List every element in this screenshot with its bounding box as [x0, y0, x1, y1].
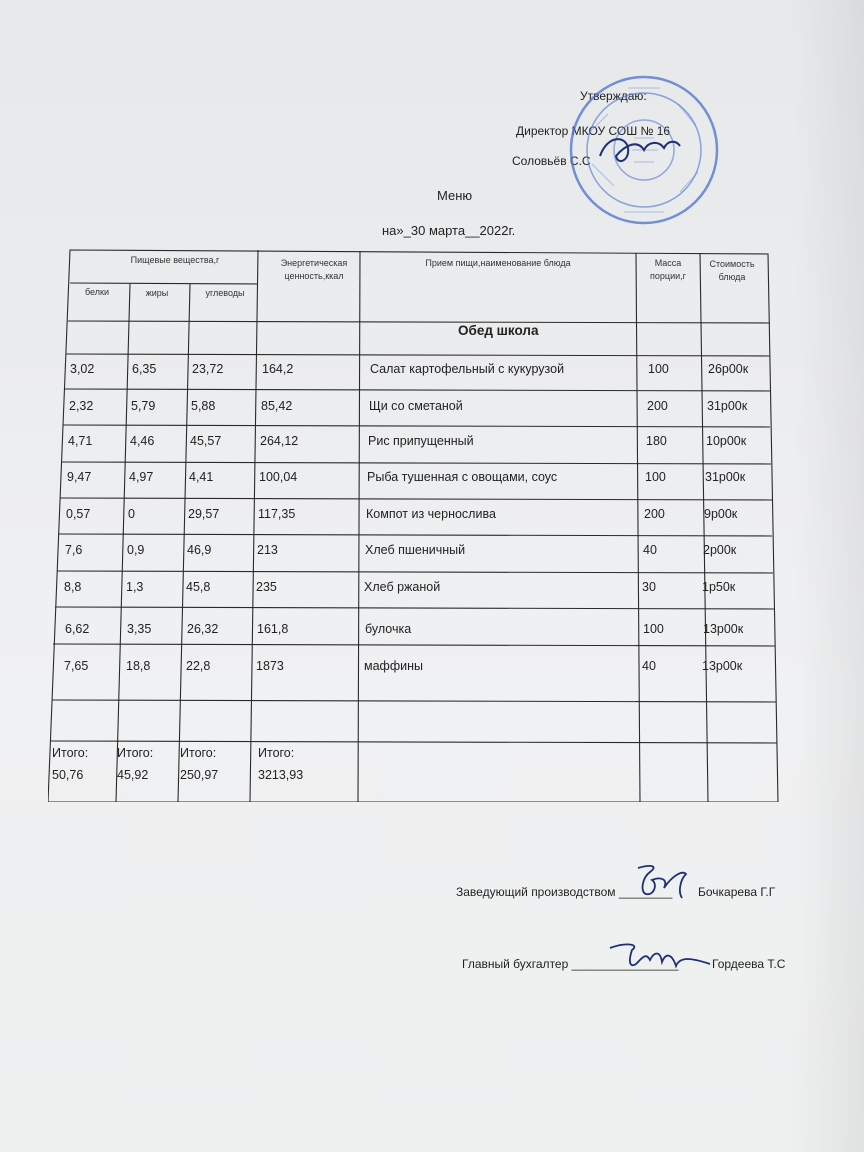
cell-dish-name: Хлеб ржаной: [364, 580, 441, 594]
cell-energy: 213: [257, 543, 278, 557]
cell-dish-name: Хлеб пшеничный: [365, 543, 466, 557]
page-shadow: [794, 0, 864, 1152]
cell-mass: 30: [642, 580, 656, 594]
cell-dish-name: Рыба тушенная с овощами, соус: [367, 470, 558, 484]
cell-dish-name: Щи со сметаной: [369, 399, 463, 413]
cell-proteins: 0,57: [66, 507, 91, 521]
cell-carbs: 23,72: [192, 362, 224, 376]
cell-cost: 1р50к: [702, 580, 736, 594]
official-stamp-icon: [568, 74, 720, 226]
cell-mass: 200: [644, 507, 665, 521]
cell-energy: 161,8: [257, 622, 289, 636]
cell-mass: 180: [646, 434, 667, 448]
total-proteins-label: Итого:: [52, 746, 89, 760]
cell-energy: 85,42: [261, 399, 293, 413]
cell-mass: 200: [647, 399, 668, 413]
cell-mass: 100: [643, 622, 664, 636]
menu-date: на»_30 марта__2022г.: [382, 223, 516, 238]
total-carbs-value: 250,97: [180, 768, 219, 782]
cell-proteins: 9,47: [67, 470, 92, 484]
cell-fats: 1,3: [126, 580, 144, 594]
cell-dish-name: Компот из чернослива: [366, 507, 496, 521]
cell-mass: 100: [645, 470, 666, 484]
cell-carbs: 5,88: [191, 399, 216, 413]
total-fats-label: Итого:: [117, 746, 154, 760]
header-meal: Прием пищи,наименование блюда: [425, 258, 571, 268]
cell-proteins: 3,02: [70, 362, 95, 376]
chief-accountant-label: Главный бухгалтер ________________: [462, 957, 679, 971]
approval-title: Утверждаю:: [580, 89, 647, 103]
menu-table-grid: [48, 246, 782, 802]
cell-cost: 31р00к: [707, 399, 748, 413]
header-energy: Энергетическая ценность,ккал: [280, 258, 348, 281]
approval-position: Директор МКОУ СОШ № 16: [516, 124, 671, 138]
cell-carbs: 4,41: [189, 470, 214, 484]
cell-proteins: 4,71: [68, 434, 93, 448]
cell-fats: 0,9: [127, 543, 145, 557]
cell-dish-name: булочка: [365, 622, 412, 636]
cell-energy: 117,35: [258, 507, 296, 521]
total-energy: [258, 742, 338, 786]
cell-energy: 164,2: [262, 362, 294, 376]
cell-fats: 6,35: [132, 362, 157, 376]
header-fats: жиры: [145, 288, 169, 298]
cell-fats: 18,8: [126, 659, 151, 673]
header-carbs: углеводы: [205, 288, 245, 298]
total-carbs-label: Итого:: [180, 746, 217, 760]
cell-cost: 13р00к: [702, 659, 743, 673]
cell-proteins: 7,65: [64, 659, 89, 673]
cell-mass: 100: [648, 362, 669, 376]
cell-cost: 9р00к: [704, 507, 738, 521]
accountant-signature-icon: [606, 938, 716, 974]
cell-energy: 264,12: [260, 434, 299, 448]
header-proteins: белки: [85, 287, 109, 297]
cell-fats: 4,97: [129, 470, 154, 484]
cell-carbs: 45,8: [186, 580, 211, 594]
menu-title: Меню: [437, 188, 473, 203]
cell-carbs: 22,8: [186, 659, 211, 673]
cell-carbs: 45,57: [190, 434, 222, 448]
cell-fats: 5,79: [131, 399, 156, 413]
cell-cost: 26р00к: [708, 362, 749, 376]
cell-carbs: 29,57: [188, 507, 220, 521]
cell-mass: 40: [643, 543, 657, 557]
total-energy-value: 3213,93: [258, 768, 304, 782]
cell-carbs: 46,9: [187, 543, 212, 557]
total-proteins: [52, 742, 112, 786]
cell-cost: 31р00к: [705, 470, 746, 484]
header-nutrients: Пищевые вещества,г: [130, 255, 220, 265]
production-manager-label: Заведующий производством ________: [456, 885, 673, 899]
production-signature-icon: [632, 862, 692, 902]
cell-cost: 13р00к: [703, 622, 744, 636]
approval-name: Соловьёв С.С: [512, 154, 591, 168]
cell-proteins: 2,32: [69, 399, 94, 413]
cell-proteins: 7,6: [65, 543, 83, 557]
total-fats-value: 45,92: [117, 768, 149, 782]
cell-proteins: 8,8: [64, 580, 82, 594]
cell-proteins: 6,62: [65, 622, 90, 636]
cell-energy: 235: [256, 580, 277, 594]
cell-dish-name: маффины: [364, 659, 423, 673]
cell-dish-name: Салат картофельный с кукурузой: [370, 362, 565, 376]
section-title: Обед школа: [458, 323, 539, 338]
cell-cost: 2р00к: [703, 543, 737, 557]
cell-mass: 40: [642, 659, 656, 673]
cell-carbs: 26,32: [187, 622, 219, 636]
cell-energy: 1873: [256, 659, 284, 673]
header-mass: Масса порции,г: [650, 258, 686, 281]
cell-dish-name: Рис припущенный: [368, 434, 474, 448]
header-cost: Стоимость блюда: [709, 259, 755, 282]
chief-accountant-name: Гордеева Т.С: [712, 957, 786, 971]
total-proteins-value: 50,76: [52, 768, 84, 782]
total-carbs: [180, 742, 250, 786]
cell-cost: 10р00к: [706, 434, 747, 448]
total-fats: [117, 742, 177, 786]
production-manager-name: Бочкарева Г.Г: [698, 885, 776, 899]
cell-fats: 0: [128, 507, 135, 521]
cell-energy: 100,04: [259, 470, 298, 484]
cell-fats: 3,35: [127, 622, 152, 636]
cell-fats: 4,46: [130, 434, 155, 448]
total-energy-label: Итого:: [258, 746, 295, 760]
